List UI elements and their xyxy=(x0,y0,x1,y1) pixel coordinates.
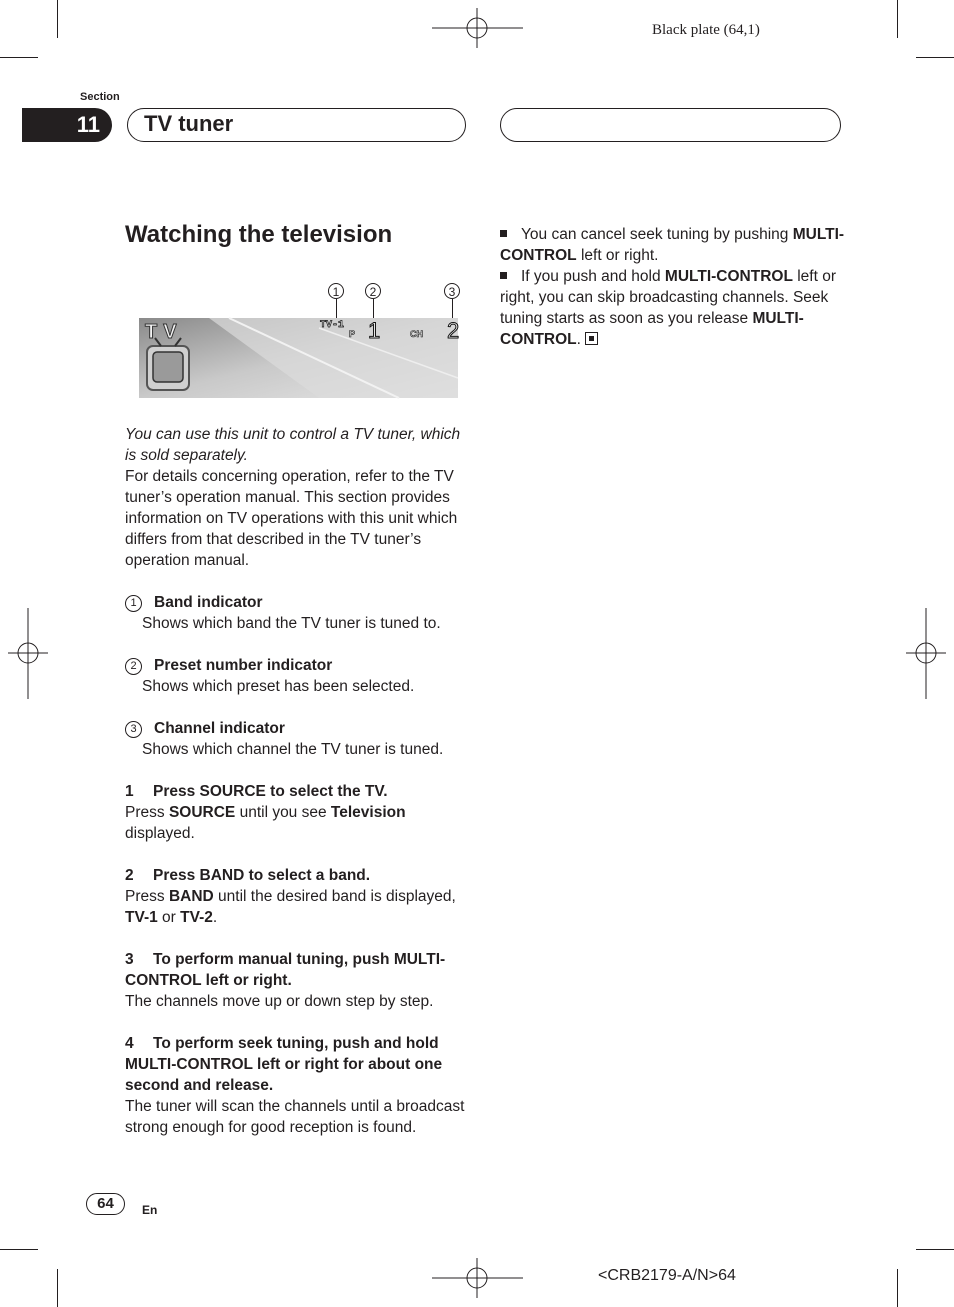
registration-mark-left xyxy=(8,606,48,701)
indicator-number: 2 xyxy=(125,658,142,675)
crop-mark xyxy=(897,0,898,38)
callout-3: 3 xyxy=(444,283,460,299)
bullet-icon xyxy=(500,272,507,279)
indicator-desc: Shows which preset has been selected. xyxy=(142,678,415,695)
bullet-icon xyxy=(500,230,507,237)
page-heading: Watching the television xyxy=(125,221,393,248)
step-title: 3 To perform manual tuning, push MULTI-CONTROL left or right. xyxy=(125,951,446,989)
tv-display-image xyxy=(139,318,458,398)
section-number: 11 xyxy=(22,108,112,142)
crop-mark xyxy=(916,1249,954,1250)
indicator-desc: Shows which band the TV tuner is tuned to. xyxy=(142,615,441,632)
step-body: The channels move up or down step by step. xyxy=(125,993,434,1010)
display-preset-value: 1 xyxy=(368,318,381,343)
language-label: En xyxy=(142,1203,158,1217)
crop-mark xyxy=(57,1269,58,1307)
indicator-desc: Shows which channel the TV tuner is tuned. xyxy=(142,741,444,758)
indicator-title: 2 Preset number indicator xyxy=(125,655,470,676)
section-title-box xyxy=(127,108,466,142)
section-title: TV tuner xyxy=(144,111,234,136)
callout-2: 2 xyxy=(365,283,381,299)
note-item: If you push and hold MULTI-CONTROL left or right, you can skip broadcasting channels. Seek tuning starts as soon as you release MULTI-CONTROL. xyxy=(500,268,836,348)
step-body: The tuner will scan the channels until a broadcast strong enough for good reception is found. xyxy=(125,1098,465,1136)
indicator-number: 1 xyxy=(125,595,142,612)
step-title: 1 Press SOURCE to select the TV. xyxy=(125,783,388,800)
callout-1: 1 xyxy=(328,283,344,299)
registration-mark-bottom xyxy=(430,1258,525,1298)
display-channel-label: CH xyxy=(410,329,423,339)
left-column xyxy=(125,424,470,1138)
indicator-title: 3 Channel indicator xyxy=(125,718,470,739)
indicator-number: 3 xyxy=(125,721,142,738)
section-blank-box xyxy=(500,108,841,142)
display-preset-label: P xyxy=(349,329,356,339)
intro-italic: You can use this unit to control a TV tuner, which is sold separately. xyxy=(125,426,461,464)
crop-mark xyxy=(897,1269,898,1307)
crop-mark xyxy=(0,57,38,58)
step-body: Press SOURCE until you see Television displayed. xyxy=(125,804,406,842)
crop-mark xyxy=(0,1249,38,1250)
section-label: Section xyxy=(80,91,120,103)
crop-mark xyxy=(916,57,954,58)
step-body: Press BAND until the desired band is displayed, TV-1 or TV-2. xyxy=(125,888,456,926)
note-item: You can cancel seek tuning by pushing MULTI-CONTROL left or right. xyxy=(500,226,845,264)
registration-mark-right xyxy=(906,606,946,701)
end-mark-icon xyxy=(585,332,598,345)
document-code: <CRB2179-A/N>64 xyxy=(598,1267,736,1284)
display-band-label: TV xyxy=(145,321,183,343)
right-column xyxy=(500,224,845,350)
indicator-title: 1 Band indicator xyxy=(125,592,470,613)
registration-mark-top xyxy=(430,8,525,48)
step-title: 2 Press BAND to select a band. xyxy=(125,867,371,884)
crop-mark xyxy=(57,0,58,38)
plate-label: Black plate (64,1) xyxy=(652,22,760,38)
intro-body: For details concerning operation, refer to the TV tuner’s operation manual. This section provides information on TV operations with this unit which differs from that described in the TV tuner’s operation manual. xyxy=(125,468,458,569)
page-number: 64 xyxy=(86,1193,125,1215)
display-band-value: TV-1 xyxy=(320,320,345,331)
step-title: 4 To perform seek tuning, push and hold MULTI-CONTROL left or right for about one second and release. xyxy=(125,1035,443,1094)
display-channel-value: 2 xyxy=(447,318,460,343)
